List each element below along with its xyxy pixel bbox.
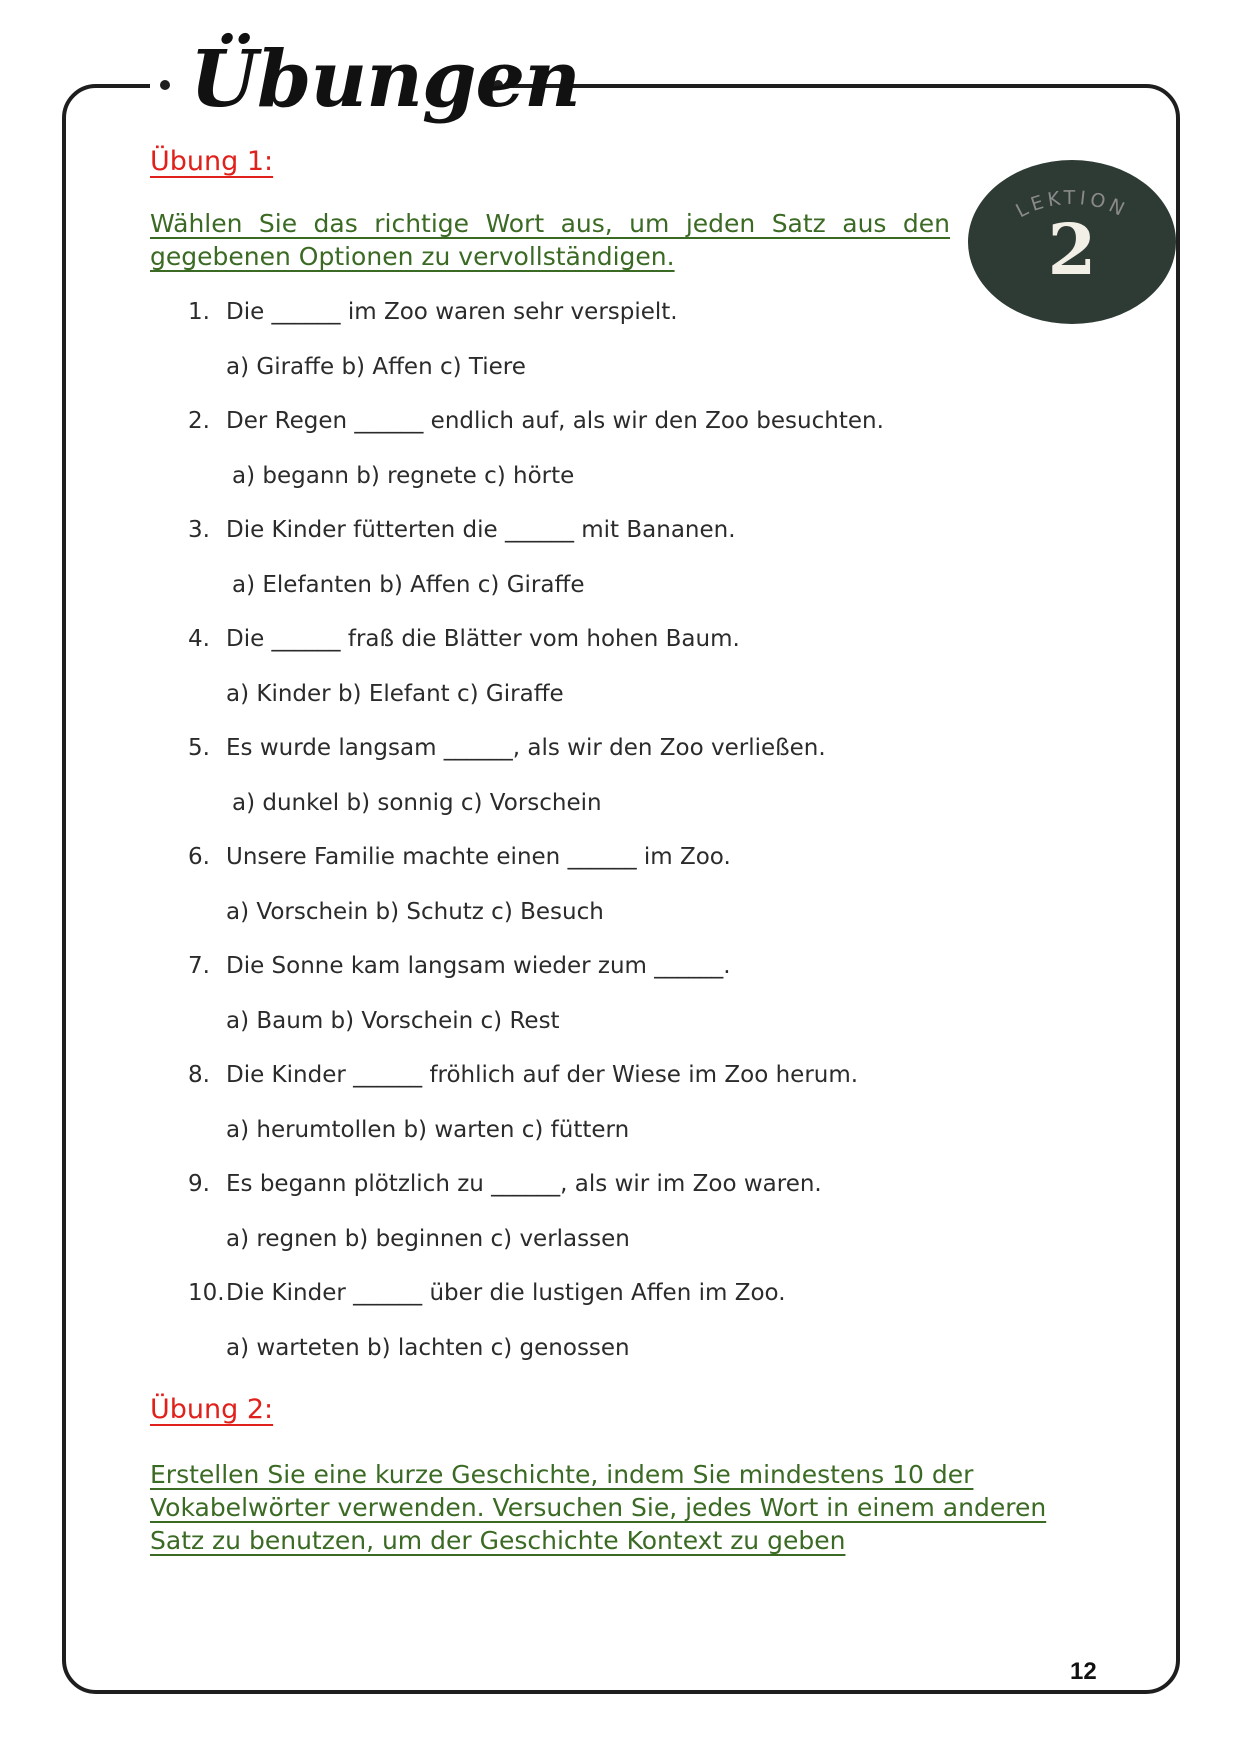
options-7: a) Baum b) Vorschein c) Rest [226,1008,560,1034]
question-text: Die Sonne kam langsam wieder zum ______. [226,953,731,979]
question-number: 2. [188,408,210,434]
question-text: Es wurde langsam ______, als wir den Zoo verließen. [226,735,826,761]
exercise2-title: Übung 2: [150,1394,274,1425]
options-1: a) Giraffe b) Affen c) Tiere [226,354,526,380]
question-8 [188,1060,858,1090]
options-8: a) herumtollen b) warten c) füttern [226,1117,630,1143]
question-text: Es begann plötzlich zu ______, als wir im Zoo waren. [226,1171,822,1197]
question-1 [188,297,678,327]
question-text: Unsere Familie machte einen ______ im Zoo. [226,844,731,870]
question-text: Die Kinder ______ über die lustigen Affen im Zoo. [226,1280,786,1306]
question-number: 10. [188,1280,225,1306]
page-title: Übungen [190,34,580,125]
question-9 [188,1169,822,1199]
exercise1-title: Übung 1: [150,146,274,177]
lesson-label: LEKTION [1012,186,1132,223]
options-9: a) regnen b) beginnen c) verlassen [226,1226,630,1252]
question-number: 3. [188,517,210,543]
question-number: 5. [188,735,210,761]
options-6: a) Vorschein b) Schutz c) Besuch [226,899,604,925]
options-5: a) dunkel b) sonnig c) Vorschein [232,790,602,816]
question-10 [188,1278,786,1308]
question-5 [188,733,826,763]
question-number: 4. [188,626,210,652]
question-7 [188,951,731,981]
question-text: Die Kinder ______ fröhlich auf der Wiese im Zoo herum. [226,1062,859,1088]
exercise1-instructions: Wählen Sie das richtige Wort aus, um jeden Satz aus den gegebenen Optionen zu vervollständigen. [150,209,950,271]
question-text: Die ______ im Zoo waren sehr verspielt. [226,299,678,325]
question-number: 1. [188,299,210,325]
title-left-dot [160,80,170,90]
question-4 [188,624,740,654]
exercise2-instructions: Erstellen Sie eine kurze Geschichte, indem Sie mindestens 10 der Vokabelwörter verwenden. Versuchen Sie, jedes Wort in einem anderen Satz zu benutzen, um der Geschichte Kontext zu geben [150,1460,1047,1555]
question-2 [188,406,884,436]
question-3 [188,515,736,545]
page-number: 12 [1070,1658,1097,1685]
question-number: 9. [188,1171,210,1197]
options-3: a) Elefanten b) Affen c) Giraffe [232,572,585,598]
options-4: a) Kinder b) Elefant c) Giraffe [226,681,564,707]
question-number: 7. [188,953,210,979]
question-number: 6. [188,844,210,870]
question-text: Die Kinder fütterten die ______ mit Bananen. [226,517,736,543]
lesson-number: 2 [1047,208,1097,291]
question-number: 8. [188,1062,210,1088]
question-6 [188,842,731,872]
question-text: Der Regen ______ endlich auf, als wir den Zoo besuchten. [226,408,884,434]
question-text: Die ______ fraß die Blätter vom hohen Baum. [226,626,740,652]
options-10: a) warteten b) lachten c) genossen [226,1335,630,1361]
options-2: a) begann b) regnete c) hörte [232,463,575,489]
